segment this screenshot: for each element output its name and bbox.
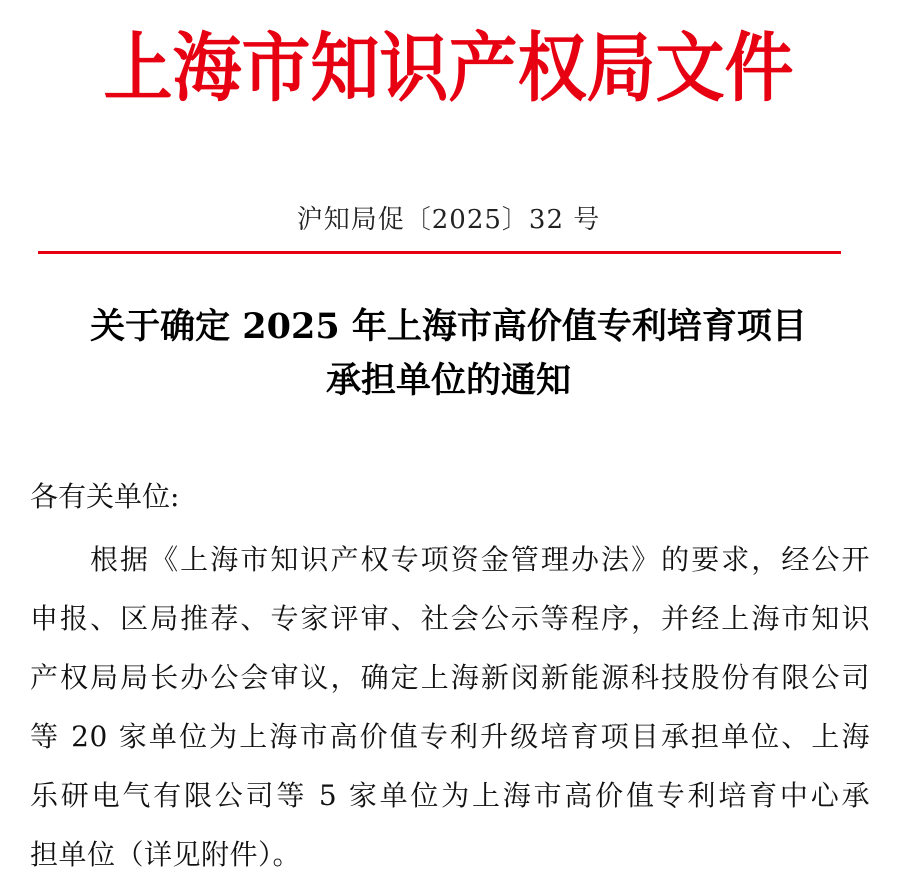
body-line: 等 20 家单位为上海市高价值专利升级培育项目承担单位、上海	[30, 720, 870, 753]
notice-title-line-1: 关于确定 2025 年上海市高价值专利培育项目	[90, 306, 807, 347]
notice-body	[30, 536, 870, 890]
body-line: 申报、区局推荐、专家评审、社会公示等程序，并经上海市知识	[30, 602, 870, 635]
salutation: 各有关单位:	[30, 480, 180, 513]
document-number: 沪知局促〔2025〕32 号	[296, 205, 601, 235]
red-divider-line	[38, 251, 841, 254]
body-line: 产权局局长办公会审议，确定上海新闵新能源科技股份有限公司	[30, 661, 870, 694]
body-line: 乐研电气有限公司等 5 家单位为上海市高价值专利培育中心承	[30, 779, 870, 812]
notice-title	[30, 300, 867, 408]
body-line: 担单位（详见附件）。	[30, 838, 302, 871]
document-header-title: 上海市知识产权局文件	[103, 24, 794, 112]
notice-title-line-2: 承担单位的通知	[325, 360, 571, 401]
body-line: 根据《上海市知识产权专项资金管理办法》的要求，经公开	[90, 543, 870, 576]
